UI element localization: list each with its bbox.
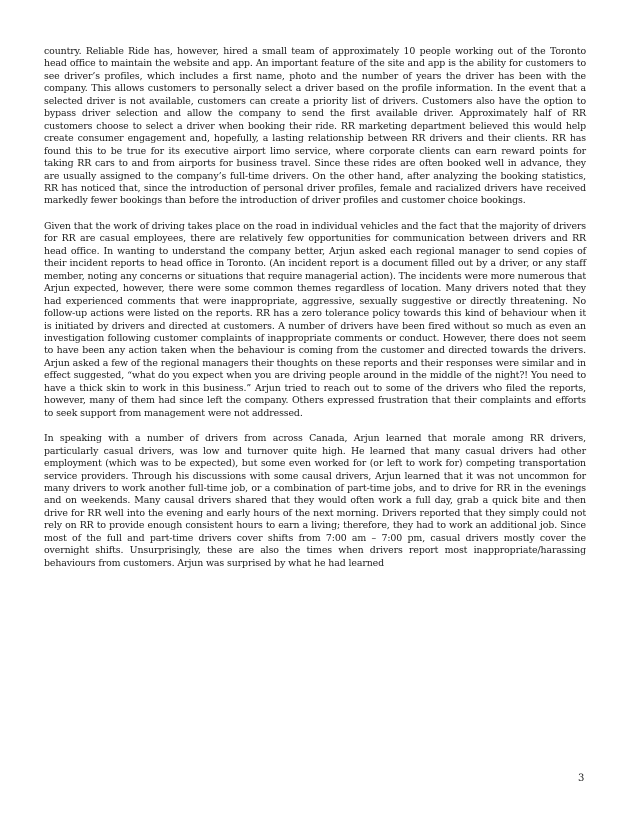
document-body — [44, 46, 586, 583]
paragraph-1: country. Reliable Ride has, however, hired a small team of approximately 10 people working out of the Toronto head office to maintain the website and app. An important feature of the site and app is the ability for customers to see driver’s profiles, which includes a first name, photo and the number of years the driver has been with the company. This allows customers to personally select a driver based on the profile information. In the event that a selected driver is not available, customers can create a priority list of drivers. Customers also have the option to bypass driver selection and allow the company to send the first available driver. Approximately half of RR customers choose to select a driver when booking their ride. RR marketing department believed this would help create consumer engagement and, hopefully, a lasting relationship between RR drivers and their clients. RR has found this to be true for its executive airport limo service, where corporate clients can earn reward points for taking RR cars to and from airports for business travel. Since these rides are often booked well in advance, they are usually assigned to the company’s full-time drivers. On the other hand, after analyzing the booking statistics, RR has noticed that, since the introduction of personal driver profiles, female and racialized drivers have received markedly fewer bookings than before the introduction of driver profiles and customer choice bookings. — [44, 46, 586, 207]
paragraph-2: Given that the work of driving takes place on the road in individual vehicles and the fact that the majority of drivers for RR are casual employees, there are relatively few opportunities for communication between drivers and RR head office. In wanting to understand the company better, Arjun asked each regional manager to send copies of their incident reports to head office in Toronto. (An incident report is a document filled out by a driver, or any staff member, noting any concerns or situations that require managerial action). The incidents were more numerous that Arjun expected, however, there were some common themes regardless of location. Many drivers noted that they had experienced comments that were inappropriate, aggressive, sexually suggestive or directly threatening. No follow-up actions were listed on the reports. RR has a zero tolerance policy towards this kind of behaviour when it is initiated by drivers and directed at customers. A number of drivers have been fired without so much as even an investigation following customer complaints of inappropriate comments or conduct. However, there does not seem to have been any action taken when the behaviour is coming from the customer and directed towards the drivers. Arjun asked a few of the regional managers their thoughts on these reports and their responses were similar and in effect suggested, “what do you expect when you are driving people around in the middle of the night?! You need to have a thick skin to work in this business.” Arjun tried to reach out to some of the drivers who filed the reports, however, many of them had since left the company. Others expressed frustration that their complaints and efforts to seek support from management were not addressed. — [44, 220, 586, 419]
paragraph-3: In speaking with a number of drivers from across Canada, Arjun learned that morale among RR drivers, particularly casual drivers, was low and turnover quite high. He learned that many casual drivers had other employment (which was to be expected), but some even worked for (or left to work for) competing transportation service providers. Through his discussions with some causal drivers, Arjun learned that it was not uncommon for many drivers to work another full-time job, or a combination of part-time jobs, and to drive for RR in the evenings and on weekends. Many causal drivers shared that they would often work a full day, grab a quick bite and then drive for RR well into the evening and early hours of the next morning. Drivers reported that they simply could not rely on RR to provide enough consistent hours to earn a living; therefore, they had to work an additional job. Since most of the full and part-time drivers cover shifts from 7:00 am – 7:00 pm, casual drivers mostly cover the overnight shifts. Unsurprisingly, these are also the times when drivers report most inappropriate/harassing behaviours from customers. Arjun was surprised by what he had learned — [44, 433, 586, 569]
page-number: 3 — [578, 773, 585, 784]
